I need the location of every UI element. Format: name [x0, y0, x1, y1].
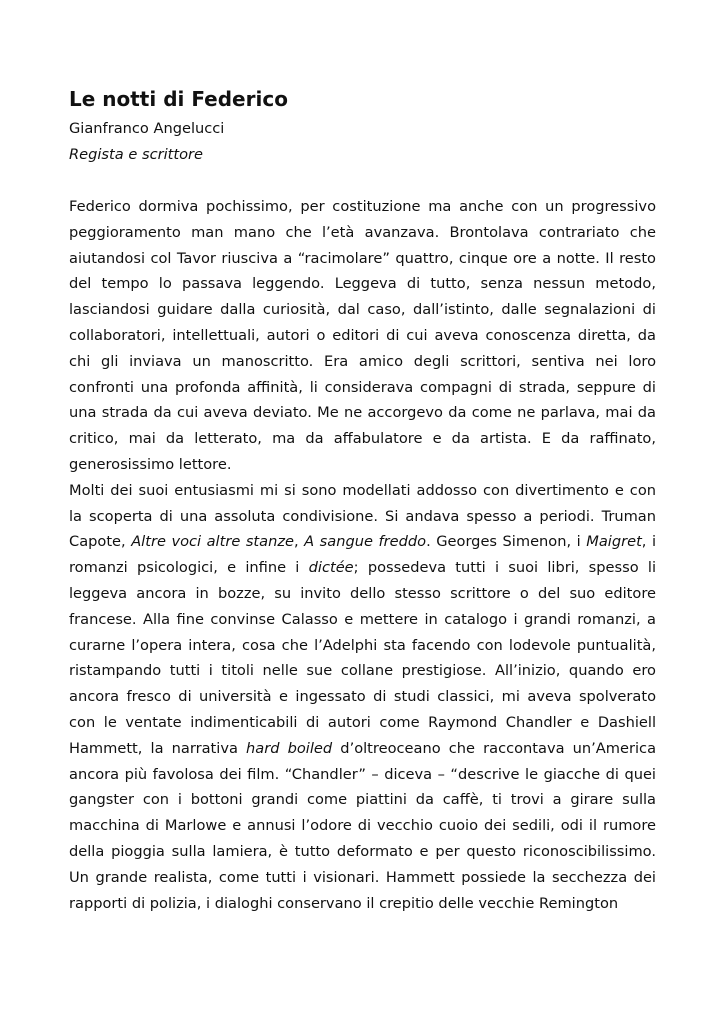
document-title: Le notti di Federico — [69, 87, 288, 111]
author-role: Regista e scrittore — [69, 146, 203, 163]
document-page — [69, 86, 656, 916]
body-paragraph-1: Federico dormiva pochissimo, per costituzione ma anche con un progressivo peggioramento man mano che l’età avanzava. Brontolava contrariato che aiutandosi col Tavor riusciva a “racimolare” quattro, cinque ore a notte. Il resto del tempo lo passava leggendo. Leggeva di tutto, senza nessun metodo, lasciandosi guidare dalla curiosità, dal caso, dall’istinto, dalle segnalazioni di collaboratori, intellettuali, autori o editori di cui aveva conoscenza diretta, da chi gli inviava un manoscritto. Era amico degli scrittori, sentiva nei loro confronti una profonda affinità, li considerava compagni di strada, seppure di una strada da cui aveva deviato. Me ne accorgevo da come ne parlava, mai da critico, mai da letterato, ma da affabulatore e da artista. E da raffinato, generosissimo lettore. — [69, 198, 656, 473]
paragraph-2-text-6: d’oltreoceano che raccontava un’America ancora più favolosa dei film. “Chandler” – diceva – “descrive le giacche di quei gangster con i bottoni grandi come piattini da caffè, ti trovi a girare sulla macchina di Marlowe e annusi l’odore di vecchio cuoio dei sedili, odi il rumore della pioggia sulla lamiera, è tutto deformato e per questo riconoscibilissimo. Un grande realista, come tutti i visionari. Hammett possiede la secchezza dei rapporti di polizia, i dialoghi conservano il crepitio delle vecchie Remington — [69, 739, 657, 912]
paragraph-2-text-3: . Georges Simenon, i — [426, 533, 587, 551]
paragraph-2-text-2: , — [294, 533, 305, 551]
author-name: Gianfranco Angelucci — [69, 120, 225, 137]
book-title-altre-voci: Altre voci altre stanze — [131, 533, 294, 551]
term-dictee: dictée — [308, 559, 354, 577]
paragraph-2-text-5: ; possedeva tutti i suoi libri, spesso li leggeva ancora in bozze, su invito dello stesso scrittore o del suo editore francese. Alla fine convinse Calasso e mettere in catalogo i grandi romanzi, a curarne l’opera intera, cosa che l’Adelphi sta facendo con lodevole puntualità, ristampando tutti i titoli nelle sue collane prestigiose. All’inizio, quando ero ancora fresco di università e ingessato di studi classici, mi aveva spolverato con le ventate indimenticabili di autori come Raymond Chandler e Dashiell Hammett, la narrativa — [69, 559, 657, 757]
book-title-a-sangue-freddo: A sangue freddo — [304, 533, 427, 551]
paragraph-2-text-4: , i romanzi psicologici, e infine i — [69, 533, 657, 577]
paragraph-2-text-1: Molti dei suoi entusiasmi mi si sono modellati addosso con divertimento e con la scoperta di una assoluta condivisione. Si andava spesso a periodi. Truman Capote, — [69, 481, 656, 551]
book-title-maigret: Maigret — [586, 533, 642, 551]
body-paragraph-2 — [69, 478, 656, 917]
term-hard-boiled: hard boiled — [246, 739, 333, 757]
